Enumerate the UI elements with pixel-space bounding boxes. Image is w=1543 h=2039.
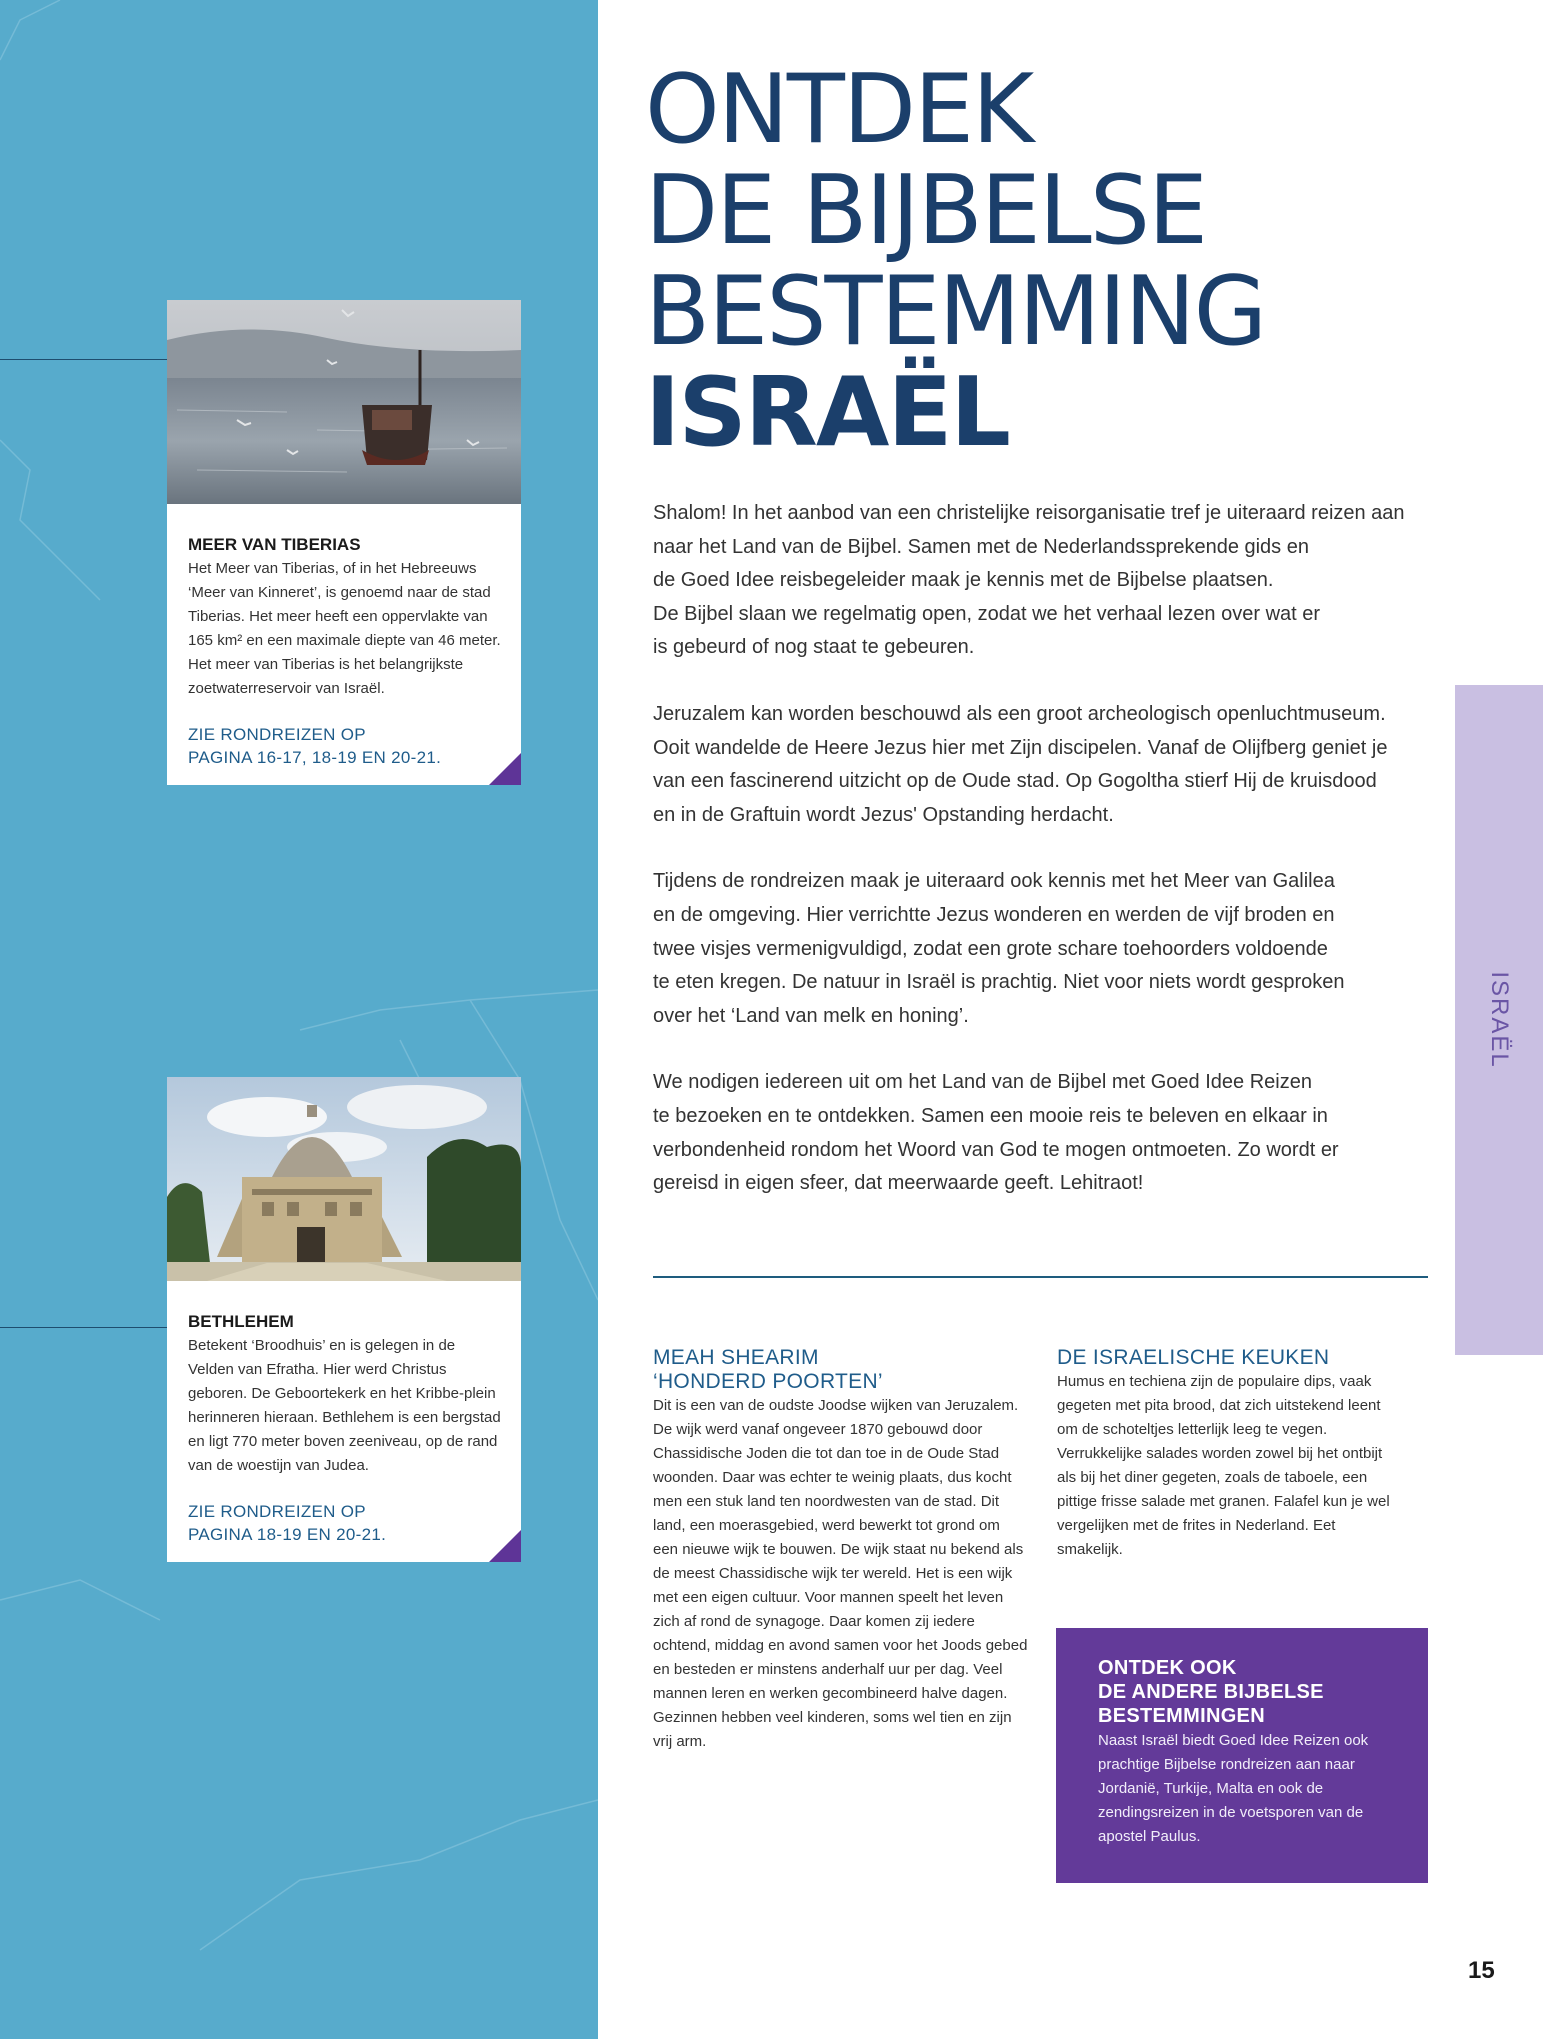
- headline-line1: ONTDEK: [645, 55, 1033, 165]
- bethlehem-link-line1: ZIE RONDREIZEN OP: [188, 1502, 366, 1521]
- section-divider: [653, 1276, 1428, 1278]
- intro-paragraph: We nodigen iedereen uit om het Land van de Bijbel met Goed Idee Reizen te bezoeken en te ontdekken. Samen een mooie reis te beleven en elkaar in verbondenheid rondom het Woord van God te mogen ontmoeten. Zo wordt er gereisd in eigen sfeer, dat meerwaarde geeft. Lehitraot!: [653, 1071, 1339, 1195]
- domed-stone-building-image: [167, 1077, 521, 1281]
- side-tab-label: ISRAËL: [1486, 971, 1513, 1069]
- bethlehem-link-line2: PAGINA 18-19 EN 20-21.: [188, 1525, 387, 1544]
- bethlehem-corner-accent: [489, 1530, 521, 1562]
- promo-title-line3: BESTEMMINGEN: [1098, 1705, 1265, 1727]
- intro-paragraph: Shalom! In het aanbod van een christelijke reisorganisatie tref je uiteraard reizen aan naar het Land van de Bijbel. Samen met de Nederlandssprekende gids en de Goed Idee reisbegeleider maak je kennis met de Bijbelse plaatsen. De Bijbel slaan we regelmatig open, zodat we het verhaal lezen over wat er is gebeurd of nog staat te gebeuren.: [653, 502, 1405, 659]
- tiberias-title: MEER VAN TIBERIAS: [188, 535, 361, 554]
- promo-title-line1: ONTDEK OOK: [1098, 1657, 1237, 1679]
- meah-title: [653, 1346, 1028, 1394]
- bethlehem-card: [167, 1077, 521, 1562]
- headline-line2: DE BIJBELSE: [645, 156, 1207, 266]
- intro-paragraph: Tijdens de rondreizen maak je uiteraard ook kennis met het Meer van Galilea en de omgeving. Hier verrichtte Jezus wonderen en werden de vijf broden en twee visjes vermenigvuldigd, zodat een grote schare toehoorders voldoende te eten kregen. De natuur in Israël is prachtig. Niet voor niets wordt gesproken over het ‘Land van melk en honing’.: [653, 870, 1345, 1027]
- bethlehem-text: Betekent ‘Broodhuis’ en is gelegen in de Velden van Efratha. Hier werd Christus geboren. De Geboortekerk en het Kribbe-plein herinneren hieraan. Bethlehem is een bergstad en ligt 770 meter boven zeeniveau, op de rand van de woestijn van Judea.: [188, 1337, 501, 1474]
- tiberias-link-line1: ZIE RONDREIZEN OP: [188, 725, 366, 744]
- keuken-text: Humus en techiena zijn de populaire dips, vaak gegeten met pita brood, dat zich uitstekend leent om de schoteltjes letterlijk leeg te vegen. Verrukkelijke salades worden zowel bij het ontbijt als bij het diner gegeten, zoals de taboele, een pittige frisse salade met granen. Falafel kun je wel vergelijken met de frites in Nederland. Eet smakelijk.: [1057, 1373, 1390, 1558]
- tiberias-corner-accent: [489, 753, 521, 785]
- keuken-title: DE ISRAELISCHE KEUKEN: [1057, 1346, 1330, 1369]
- headline-line4: ISRAËL: [645, 358, 1009, 468]
- intro-paragraph: Jeruzalem kan worden beschouwd als een groot archeologisch openluchtmuseum. Ooit wandelde de Heere Jezus hier met Zijn discipelen. Vanaf de Olijfberg geniet je van een fascinerend uitzicht op de Oude stad. Op Gogoltha stierf Hij de kruisdood en in de Graftuin wordt Jezus' Opstanding herdacht.: [653, 702, 1388, 826]
- bethlehem-tours-link[interactable]: [188, 1500, 501, 1546]
- meah-title-line2: ‘HONDERD POORTEN’: [653, 1370, 883, 1393]
- tiberias-connector-line: [0, 359, 178, 360]
- tiberias-photo: [167, 300, 521, 504]
- page-number: 15: [1468, 1957, 1495, 1984]
- meah-shearim-section: [653, 1346, 1028, 1754]
- tiberias-tours-link[interactable]: [188, 723, 501, 769]
- tiberias-text: Het Meer van Tiberias, of in het Hebreeuws ‘Meer van Kinneret’, is genoemd naar de stad Tiberias. Het meer heeft een oppervlakte van 165 km² en een maximale diepte van 46 meter. Het meer van Tiberias is het belangrijkste zoetwaterreservoir van Israël.: [188, 560, 501, 697]
- intro-text: [653, 497, 1423, 1234]
- tiberias-card: [167, 300, 521, 785]
- meah-text: Dit is een van de oudste Joodse wijken van Jeruzalem. De wijk werd vanaf ongeveer 1870 gebouwd door Chassidische Joden die tot dan toe in de Oude Stad woonden. Daar was echter te weinig plaats, dus kocht men een stuk land ten noordwesten van de stad. Dit land, een moerasgebied, werd bewerkt tot grond om een nieuwe wijk te bouwen. De wijk staat nu bekend als de meest Chassidische wijk ter wereld. Het is een wijk met een eigen cultuur. Voor mannen speelt het leven zich af rond de synagoge. Daar komen zij iedere ochtend, middag en avond samen voor het Joods gebed en besteden er minstens anderhalf uur per dag. Veel mannen leren en werken gecombineerd halve dagen. Gezinnen hebben veel kinderen, soms wel tien en zijn vrij arm.: [653, 1397, 1028, 1750]
- fishing-boat-on-lake-image: [167, 300, 521, 504]
- section-side-tab: [1455, 685, 1543, 1355]
- meah-title-line1: MEAH SHEARIM: [653, 1346, 819, 1369]
- tiberias-card-body: [167, 504, 521, 785]
- other-destinations-promo[interactable]: [1056, 1628, 1428, 1883]
- headline-line3: BESTEMMING: [645, 257, 1266, 367]
- promo-title-line2: DE ANDERE BIJBELSE: [1098, 1681, 1324, 1703]
- promo-text: Naast Israël biedt Goed Idee Reizen ook prachtige Bijbelse rondreizen aan naar Jordanië, Turkije, Malta en ook de zendingsreizen in de voetsporen van de apostel Paulus.: [1098, 1732, 1369, 1845]
- bethlehem-title: BETHLEHEM: [188, 1312, 294, 1331]
- page-headline: [645, 55, 1266, 468]
- promo-title: [1098, 1656, 1398, 1728]
- keuken-section: [1057, 1346, 1402, 1562]
- bethlehem-card-body: [167, 1281, 521, 1562]
- tiberias-link-line2: PAGINA 16-17, 18-19 EN 20-21.: [188, 748, 442, 767]
- bethlehem-photo: [167, 1077, 521, 1281]
